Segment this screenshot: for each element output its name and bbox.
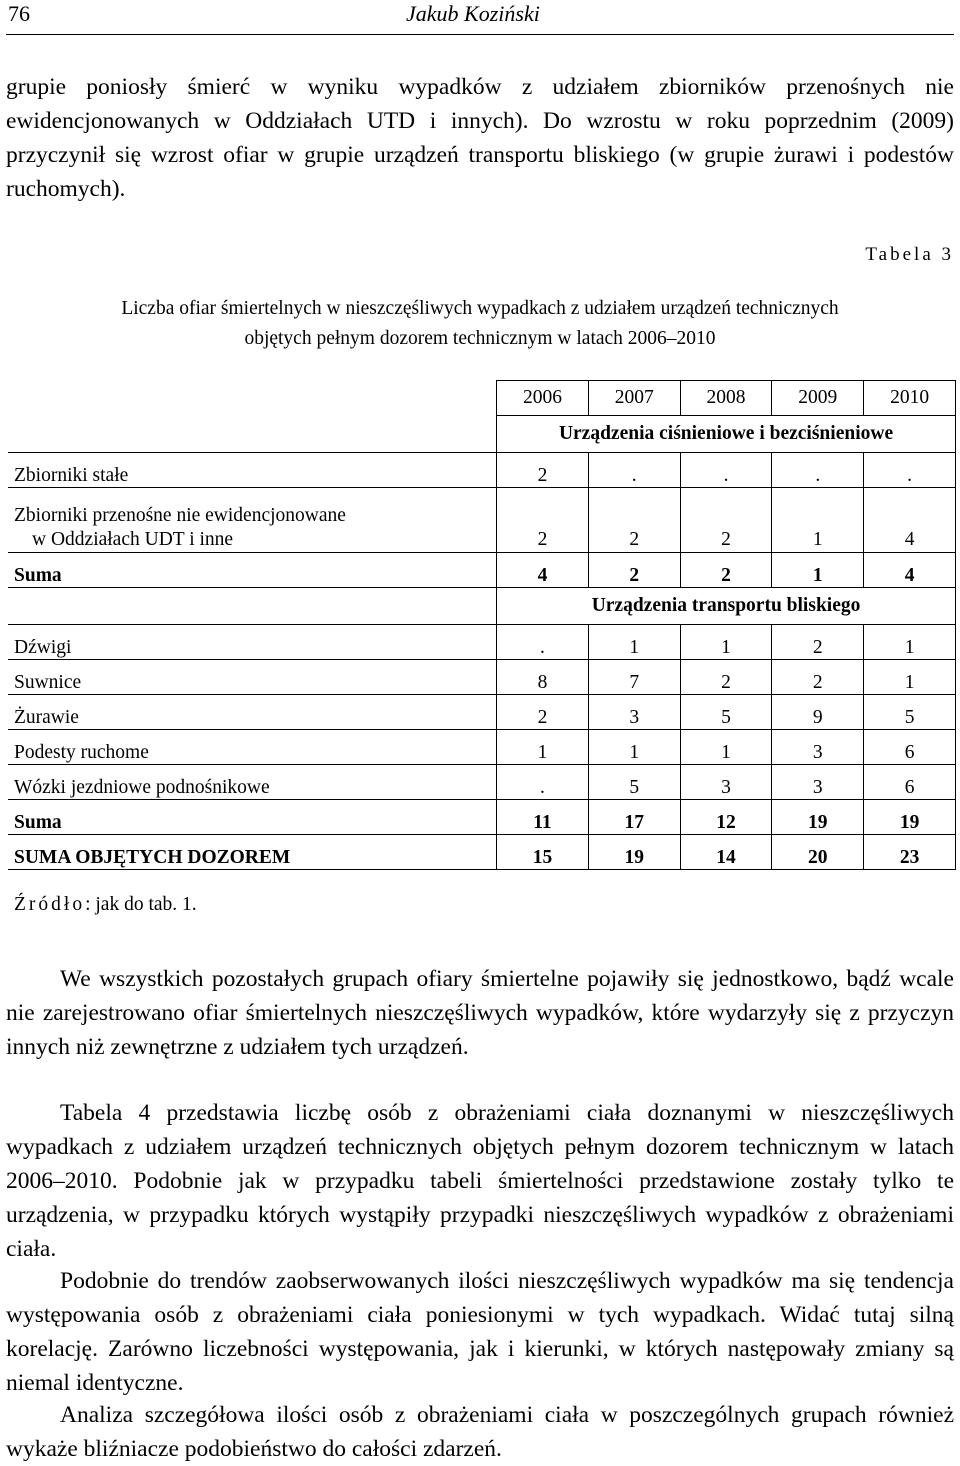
body-paragraph: We wszystkich pozostałych grupach ofiary śmiertelne pojawiły się jednostkowo, bądź wcale nie zarejestrowano ofiar śmiertelnych nieszczęśliwych wypadków, które wydarzyły się z przyczyn innych niż zewnętrzne z udziałem tych urządzeń.	[6, 966, 954, 1060]
total-row	[8, 835, 956, 870]
table-cell: 20	[772, 835, 864, 870]
row-label: Zbiorniki stałe	[8, 453, 497, 488]
table-cell: 1	[588, 730, 680, 765]
section-heading-row	[8, 588, 956, 625]
intro-paragraph: grupie poniosły śmierć w wyniku wypadków z udziałem zbiorników przenośnych nie ewidencjonowanych w Oddziałach UTD i innych). Do wzrostu w roku poprzednim (2009) przyczynił się wzrost ofiar w grupie urządzeń transportu bliskiego (w grupie żurawi i podestów ruchomych).	[6, 74, 954, 202]
table-title	[6, 294, 954, 354]
table-cell: 19	[772, 800, 864, 835]
table-cell: 2	[680, 488, 772, 553]
table-cell: 23	[864, 835, 956, 870]
table-row	[8, 730, 956, 765]
table-corner	[8, 381, 497, 416]
year-header: 2006	[497, 381, 589, 416]
section-heading-pressure: Urządzenia ciśnieniowe i bezciśnieniowe	[497, 416, 956, 453]
body-paragraph: Tabela 4 przedstawia liczbę osób z obrażeniami ciała doznanymi w nieszczęśliwych wypadkach z udziałem urządzeń technicznych objętych pełnym dozorem technicznym w latach 2006–2010. Podobnie jak w przypadku tabeli śmiertelności przedstawione zostały tylko te urządzenia, w przypadku których wystąpiły przypadki nieszczęśliwych wypadków z obrażeniami ciała.	[6, 1100, 954, 1262]
sum-row	[8, 553, 956, 588]
year-header: 2010	[864, 381, 956, 416]
body-paragraph: Podobnie do trendów zaobserwowanych ilości nieszczęśliwych wypadków ma się tendencja występowania osób z obrażeniami ciała poniesionymi w tych wypadkach. Widać tutaj silną korelację. Zarówno liczebności występowania, jak i kierunki, w których następowały zmiany są niemal identyczne.	[6, 1268, 954, 1396]
section-heading-transport: Urządzenia transportu bliskiego	[497, 588, 956, 625]
row-label: SUMA OBJĘTYCH DOZOREM	[8, 835, 497, 870]
table-cell: 19	[864, 800, 956, 835]
table-cell: 7	[588, 660, 680, 695]
table-cell: 1	[680, 730, 772, 765]
table-cell: 2	[588, 488, 680, 553]
table-cell: 2	[772, 625, 864, 660]
table-source-note	[14, 890, 197, 920]
table-label: Tabela 3	[865, 244, 954, 265]
table-cell: 11	[497, 800, 589, 835]
source-label: Źródło	[14, 894, 86, 915]
table-row	[8, 453, 956, 488]
table-cell: 1	[772, 488, 864, 553]
table-cell: .	[588, 453, 680, 488]
year-header: 2009	[772, 381, 864, 416]
table-cell: 14	[680, 835, 772, 870]
table-cell: 19	[588, 835, 680, 870]
table-cell: .	[497, 625, 589, 660]
header-rule	[6, 34, 954, 35]
table-row	[8, 695, 956, 730]
table-cell: 12	[680, 800, 772, 835]
table-title-line-1: Liczba ofiar śmiertelnych w nieszczęśliwych wypadkach z udziałem urządzeń technicznych	[121, 298, 839, 319]
table-cell: 17	[588, 800, 680, 835]
table-row	[8, 625, 956, 660]
section-heading-row	[8, 416, 956, 453]
table-cell: 4	[864, 488, 956, 553]
table-cell: 1	[864, 660, 956, 695]
table-cell: .	[864, 453, 956, 488]
row-label: Podesty ruchome	[8, 730, 497, 765]
table-cell: 2	[680, 660, 772, 695]
page-number: 76	[8, 1, 30, 26]
table-cell: 1	[772, 553, 864, 588]
table-cell: 3	[680, 765, 772, 800]
table-cell: .	[497, 765, 589, 800]
table-header-row	[8, 381, 956, 416]
row-label: Żurawie	[8, 695, 497, 730]
table-cell: 6	[864, 765, 956, 800]
data-table	[8, 380, 956, 870]
table-cell: .	[680, 453, 772, 488]
table-cell: 8	[497, 660, 589, 695]
table-cell: 3	[772, 765, 864, 800]
table-cell: 4	[497, 553, 589, 588]
row-label: Suma	[8, 553, 497, 588]
table-cell: 5	[680, 695, 772, 730]
table-cell: 5	[864, 695, 956, 730]
table-cell: .	[772, 453, 864, 488]
table-cell: 5	[588, 765, 680, 800]
table-cell: 1	[680, 625, 772, 660]
page-header	[0, 0, 960, 36]
table-cell: 6	[864, 730, 956, 765]
table-row	[8, 765, 956, 800]
table-title-line-2: objętych pełnym dozorem technicznym w latach 2006–2010	[244, 328, 716, 349]
table-cell: 3	[772, 730, 864, 765]
table-cell: 2	[680, 553, 772, 588]
row-label: Zbiorniki przenośne nie ewidencjonowane w Oddziałach UDT i inne	[8, 488, 497, 553]
row-label: Dźwigi	[8, 625, 497, 660]
table-cell: 2	[497, 453, 589, 488]
table-cell: 2	[497, 695, 589, 730]
row-label: Suwnice	[8, 660, 497, 695]
table-row	[8, 488, 956, 553]
year-header: 2007	[588, 381, 680, 416]
source-text: : jak do tab. 1.	[85, 894, 197, 915]
year-header: 2008	[680, 381, 772, 416]
running-head-author: Jakub Koziński	[406, 1, 540, 26]
table-cell: 15	[497, 835, 589, 870]
table-cell: 1	[497, 730, 589, 765]
body-paragraph: Analiza szczegółowa ilości osób z obrażeniami ciała w poszczególnych grupach również wykaże bliźniacze podobieństwo do całości zdarzeń.	[6, 1402, 954, 1462]
row-label: Suma	[8, 800, 497, 835]
table-cell: 2	[588, 553, 680, 588]
table-cell: 4	[864, 553, 956, 588]
table-cell: 3	[588, 695, 680, 730]
table-cell: 1	[864, 625, 956, 660]
sum-row	[8, 800, 956, 835]
table-cell: 2	[772, 660, 864, 695]
table-cell: 2	[497, 488, 589, 553]
row-label: Wózki jezdniowe podnośnikowe	[8, 765, 497, 800]
table-row	[8, 660, 956, 695]
table-cell: 9	[772, 695, 864, 730]
table-cell: 1	[588, 625, 680, 660]
